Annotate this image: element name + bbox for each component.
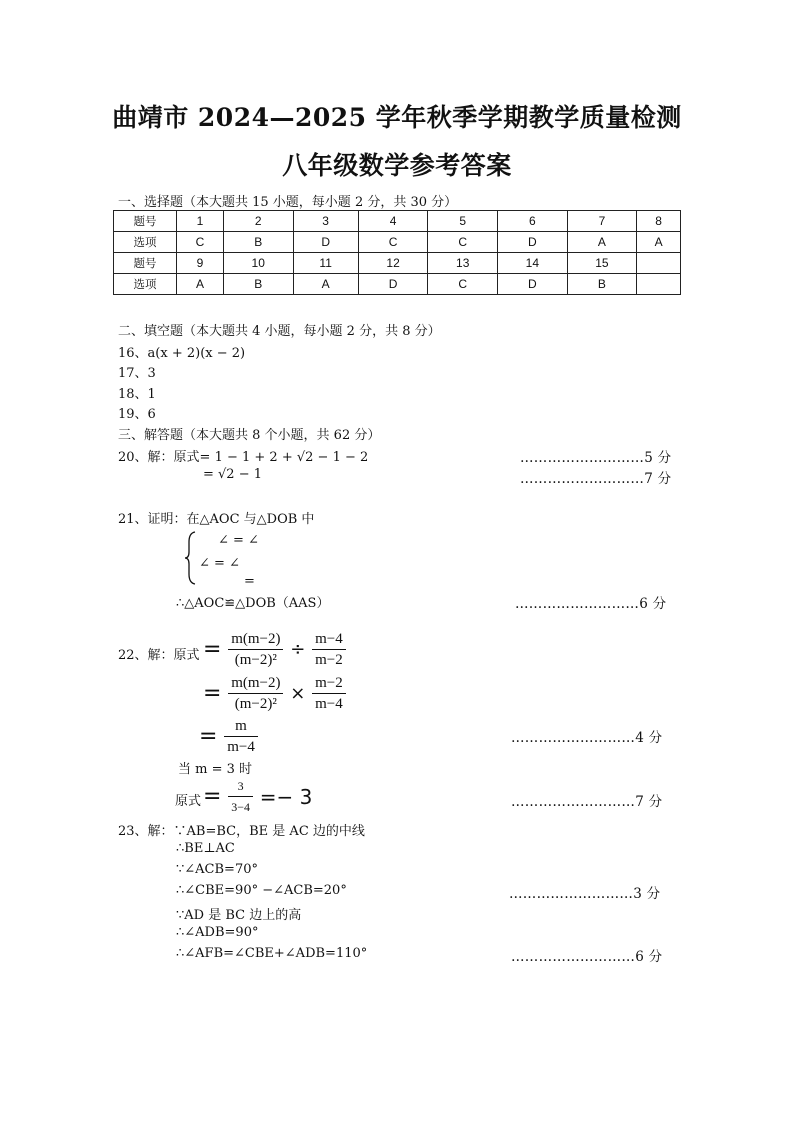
table-row (114, 232, 681, 253)
q22-score2: ………………………7 分 (511, 794, 663, 810)
denominator: (m−2)² (234, 652, 277, 668)
table-cell: A (567, 232, 637, 253)
q23-line2: ∴BE⊥AC (176, 841, 235, 856)
q20-line1: 20、解：原式= 1 − 1 + 2 + √2 − 1 − 2 (118, 450, 369, 465)
table-cell: C (358, 232, 428, 253)
q21-conclusion: ∴△AOC≌△DOB（AAS） (176, 596, 330, 611)
numerator: m(m−2) (228, 673, 283, 694)
table-cell: B (223, 232, 293, 253)
table-cell: 选项 (114, 274, 177, 295)
table-cell: 2 (223, 211, 293, 232)
page-title: 曲靖市 2024—2025 学年秋季学期教学质量检测 (112, 103, 682, 132)
q21-brace-line1: ∠ = ∠ (218, 533, 259, 548)
table-cell: 1 (177, 211, 224, 232)
equals-sign: = (203, 681, 222, 706)
table-cell: C (428, 274, 498, 295)
denominator: m−2 (315, 652, 343, 668)
q23-line5: ∵AD 是 BC 边上的高 (176, 908, 302, 923)
table-cell: 题号 (114, 253, 177, 274)
table-cell: 9 (177, 253, 224, 274)
denominator: m−4 (315, 696, 343, 712)
denominator: 3−4 (231, 800, 250, 814)
brace-icon (183, 530, 199, 586)
q23-line4: ∴∠CBE=90° −∠ACB=20° (176, 883, 347, 898)
table-cell: A (293, 274, 358, 295)
answer-16: 16、a(x + 2)(x − 2) (118, 346, 246, 361)
fraction (228, 673, 283, 714)
fraction (228, 629, 283, 670)
q22-when: 当 m = 3 时 (178, 762, 253, 777)
fraction (312, 629, 346, 670)
table-cell: 10 (223, 253, 293, 274)
table-cell: 题号 (114, 211, 177, 232)
q22-label: 22、解：原式 (118, 648, 200, 663)
table-cell: 12 (358, 253, 428, 274)
equals-sign: = (203, 637, 222, 662)
result: =− 3 (259, 784, 313, 809)
equals-sign: = (203, 784, 222, 809)
table-cell (637, 253, 681, 274)
table-cell: 15 (567, 253, 637, 274)
numerator: m (224, 716, 258, 737)
table-cell: 4 (358, 211, 428, 232)
answer-18: 18、1 (118, 387, 156, 402)
table-cell: D (358, 274, 428, 295)
table-cell: A (637, 232, 681, 253)
table-cell: 8 (637, 211, 681, 232)
table-cell: 11 (293, 253, 358, 274)
table-cell: B (223, 274, 293, 295)
section2-heading: 二、填空题（本大题共 4 小题，每小题 2 分，共 8 分） (118, 324, 441, 339)
numerator: m−2 (312, 673, 346, 694)
q22-line4 (200, 776, 315, 817)
q20-score1: ………………………5 分 (520, 450, 672, 466)
q23-line1: 23、解：∵AB=BC，BE 是 AC 边的中线 (118, 824, 365, 839)
table-cell: D (293, 232, 358, 253)
table-cell: 13 (428, 253, 498, 274)
table-cell: B (567, 274, 637, 295)
q22-line1 (200, 629, 346, 670)
table-cell: A (177, 274, 224, 295)
q22-line2 (200, 673, 346, 714)
q23-line7: ∴∠AFB=∠CBE+∠ADB=110° (176, 946, 368, 961)
fraction (312, 673, 346, 714)
table-row (114, 211, 681, 232)
table-cell (637, 274, 681, 295)
numerator: 3 (228, 776, 253, 797)
q22-label2: 原式 (175, 794, 202, 809)
table-cell: 14 (498, 253, 568, 274)
table-cell: 7 (567, 211, 637, 232)
q20-score2: ………………………7 分 (520, 471, 672, 487)
q21-brace-line2: ∠ = ∠ (199, 556, 240, 571)
q21-line1: 21、证明：在△AOC 与△DOB 中 (118, 512, 315, 527)
fraction (224, 716, 258, 757)
table-cell: 3 (293, 211, 358, 232)
divide-sign: ÷ (290, 639, 306, 660)
table-cell: 5 (428, 211, 498, 232)
table-cell: C (428, 232, 498, 253)
numerator: m−4 (312, 629, 346, 650)
section3-heading: 三、解答题（本大题共 8 个小题，共 62 分） (118, 428, 381, 443)
table-cell: D (498, 274, 568, 295)
answer-19: 19、6 (118, 407, 156, 422)
q23-score1: ………………………3 分 (509, 886, 661, 902)
q21-score: ………………………6 分 (515, 596, 667, 612)
denominator: m−4 (227, 739, 255, 755)
equals-sign: = (199, 724, 218, 749)
q23-score2: ………………………6 分 (511, 949, 663, 965)
page-subtitle: 八年级数学参考答案 (282, 151, 512, 180)
q22-score1: ………………………4 分 (511, 730, 663, 746)
q20-line2: = √2 − 1 (203, 467, 263, 482)
table-cell: 选项 (114, 232, 177, 253)
table-cell: 6 (498, 211, 568, 232)
multiply-sign: × (290, 683, 306, 704)
fraction (228, 776, 253, 817)
section1-heading: 一、选择题（本大题共 15 小题，每小题 2 分，共 30 分） (118, 195, 458, 210)
table-row (114, 274, 681, 295)
q23-line3: ∵∠ACB=70° (176, 862, 258, 877)
table-cell: D (498, 232, 568, 253)
table-cell: C (177, 232, 224, 253)
table-row (114, 253, 681, 274)
q22-line3 (196, 716, 258, 757)
numerator: m(m−2) (228, 629, 283, 650)
q21-brace-line3: = (244, 574, 255, 589)
q23-line6: ∴∠ADB=90° (176, 925, 259, 940)
denominator: (m−2)² (234, 696, 277, 712)
answer-table (113, 210, 681, 295)
answer-17: 17、3 (118, 366, 156, 381)
